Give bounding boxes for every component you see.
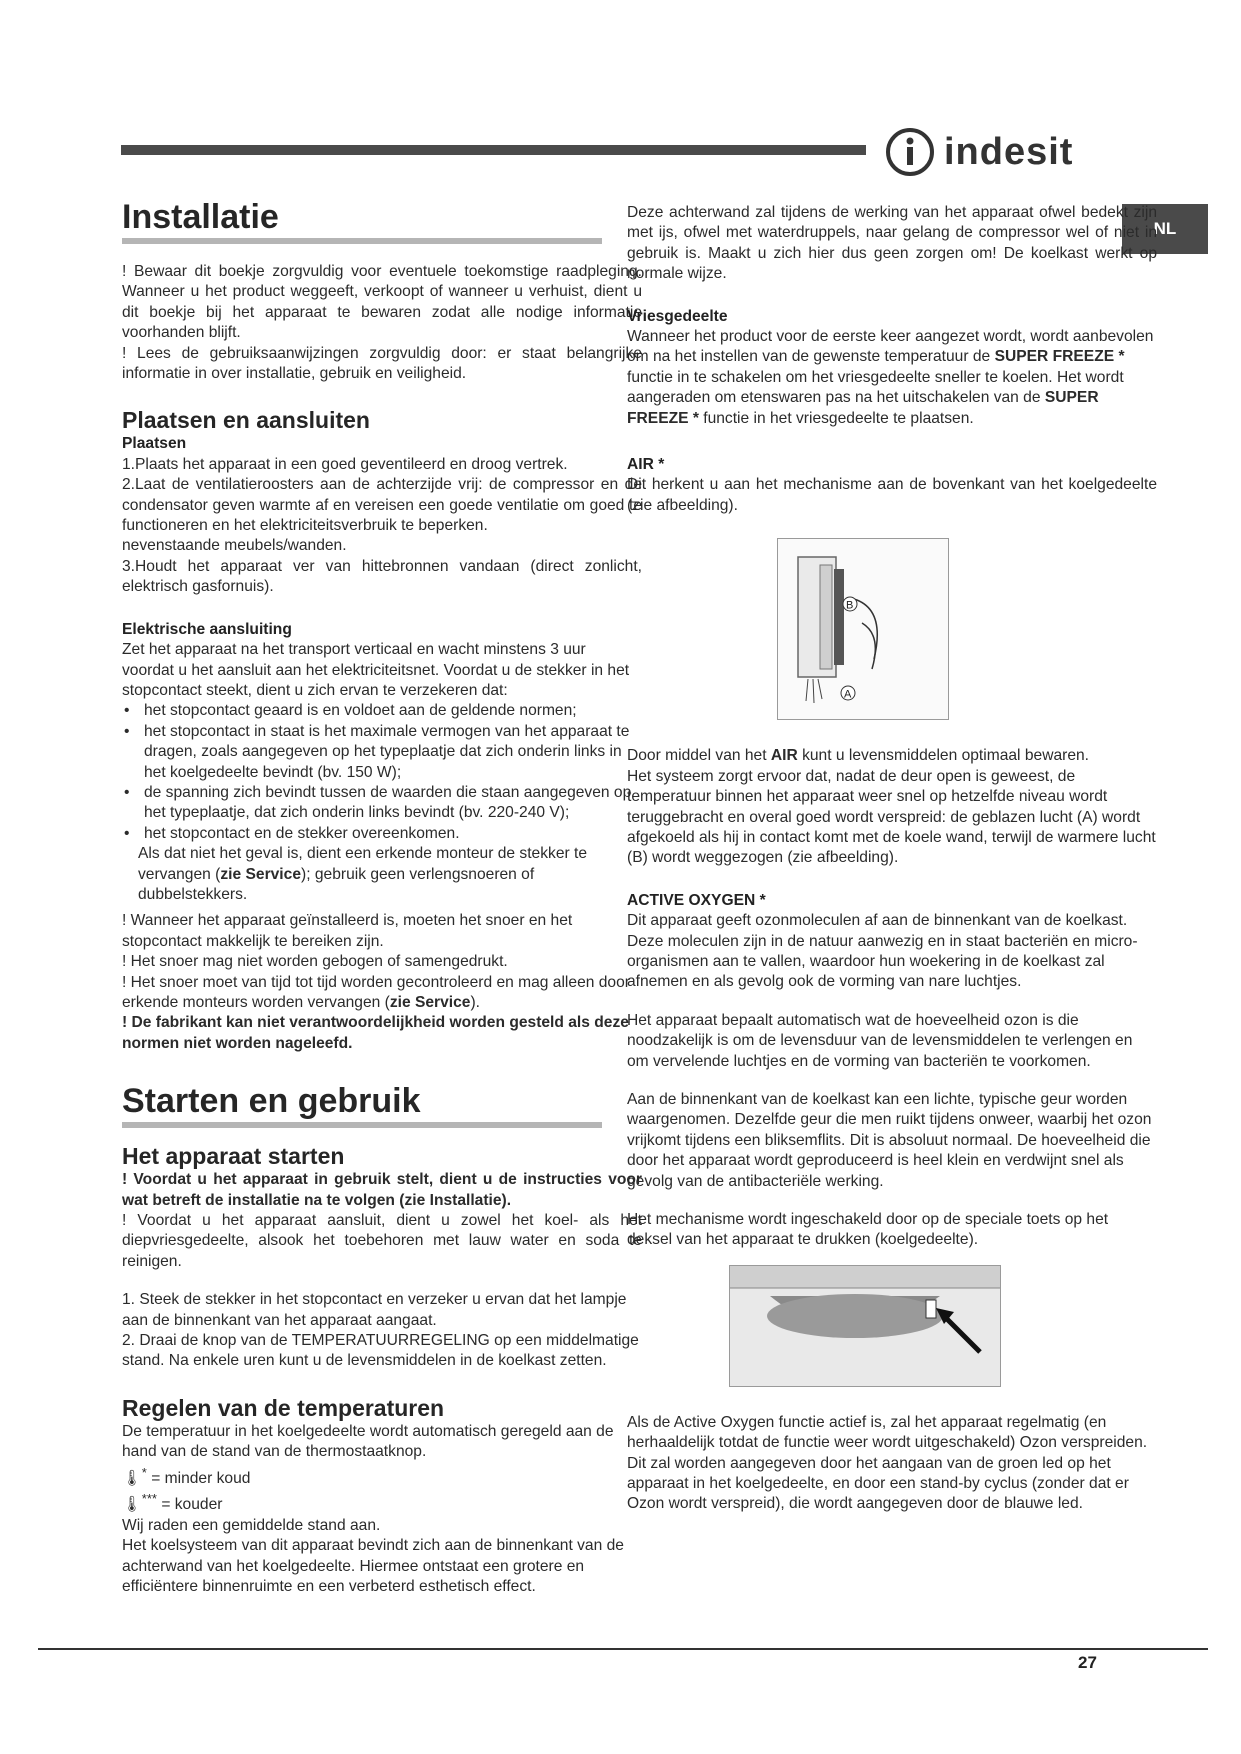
plaatsen-item: nevenstaande meubels/wanden. [122, 537, 347, 555]
oxygen-text-1: Dit apparaat geeft ozonmoleculen af aan de binnenkant van de koelkast. Deze moleculen zijn in de natuur aanwezig en in staat bacteriën en micro-organismen aan te vallen, waardoor hun woekering in de koelkast zal afnemen en als gevolg ook de vorming van nare luchtjes. [627, 912, 1138, 991]
thermometer-icon: 🌡 [122, 1496, 142, 1514]
regelen-setting-less-cold: 🌡* = minder koud [122, 1464, 251, 1487]
left-column [122, 196, 642, 1598]
subheading-elektrisch: Elektrische aansluiting [122, 620, 292, 638]
right-column [627, 203, 1157, 1515]
elektrisch-fallback: Als dat niet het geval is, dient een erkende monteur de stekker te vervangen (zie Service); gebruik geen verlengsnoeren of dubbelstekkers. [138, 845, 588, 903]
label-a: A [844, 688, 852, 701]
heading-plaatsen-aansluiten: Plaatsen en aansluiten [122, 407, 370, 434]
list-item: • de spanning zich bevindt tussen de waarden die staan aangegeven op het typeplaatje, dat zich onderin links bevindt (bv. 220-240 V); [122, 783, 642, 824]
subheading-plaatsen: Plaatsen [122, 435, 187, 453]
regelen-system: Het koelsysteem van dit apparaat bevindt zich aan de binnenkant van de achterwand van het koelgedeelte. Hiermee ontstaat een grotere en efficiëntere binnenruimte en een verbeterd esthetisch effect. [122, 1537, 624, 1596]
air-intro: Dit herkent u aan het mechanisme aan de bovenkant van het koelgedeelte (zie afbeelding). [627, 476, 1157, 514]
list-item: • het stopcontact in staat is het maximale vermogen van het apparaat te dragen, zoals aangegeven op het typeplaatje dat zich onderin links in het koelgedeelte bevindt (bv. 150 W); [122, 722, 642, 783]
air-explanation: Het systeem zorgt ervoor dat, nadat de deur open is geweest, de temperatuur binnen het apparaat weer snel op hetzelfde niveau wordt teruggebracht en overal goed wordt verspreid: de geblazen lucht (A) wordt afgekoeld als hij in contact komt met de koele wand, terwijl de warmere lucht (B) wordt weggezogen (zie afbeelding). [627, 767, 1156, 867]
brand-name: indesit [944, 130, 1074, 173]
oxygen-text-5: Als de Active Oxygen functie actief is, zal het apparaat regelmatig (en herhaaldelijk totdat de functie weer wordt uitgeschakeld) Ozon verspreiden. Dit zal worden aangegeven door het aangaan van de groen led op het apparaat in het koelgedeelte, en door een stand-by cyclus (zonder dat er Ozon wordt verspreid), die wordt aangegeven door de blauwe led. [627, 1413, 1148, 1513]
starten-warning: ! Voordat u het apparaat in gebruik stelt, dient u de instructies voor wat betreft de installatie na te volgen (zie Installatie). [122, 1171, 642, 1209]
service-link[interactable]: zie Service [220, 865, 301, 883]
indesit-logo-icon [884, 126, 936, 178]
plaatsen-item: 2.Laat de ventilatieroosters aan de achterzijde vrij: de compressor en de condensator geven warmte af en vereisen een goede ventilatie om goed te functioneren en het elektriciteitsverbruik te beperken. [122, 476, 642, 535]
service-link[interactable]: zie Service [389, 994, 471, 1011]
air-benefit: Door middel van het AIR kunt u levensmiddelen optimaal bewaren. [627, 747, 1090, 765]
label-b: B [846, 599, 854, 612]
elektrisch-disclaimer: ! De fabrikant kan niet verantwoordelijkheid worden gesteld als deze normen niet worden nageleefd. [122, 1014, 629, 1052]
starten-cleaning: ! Voordat u het apparaat aansluit, dient u zowel het koel- als het diepvriesgedeelte, alsook het toebehoren met lauw water en soda te reinigen. [122, 1212, 642, 1270]
list-item: • het stopcontact geaard is en voldoet aan de geldende normen; [122, 701, 642, 721]
header-rule [121, 145, 866, 155]
oxygen-text-2: Het apparaat bepaalt automatisch wat de hoeveelheid ozon is die noodzakelijk is om de levensduur van de levensmiddelen te verlengen en om vervelende luchtjes en de vorming van bacteriën te voorkomen. [627, 1011, 1133, 1070]
ozone-device-illustration [730, 1266, 1000, 1386]
section-title-installatie: Installatie [122, 198, 279, 236]
oxygen-text-3: Aan de binnenkant van de koelkast kan een lichte, typische geur worden waargenomen. Dezelfde geur die men ruikt tijdens onweer, waarbij het ozon vrijkomt tijdens een bliksemflits. Dit is absoluut normaal. De hoeveelheid die door het apparaat wordt geproduceerd is heel klein en verdwijnt snel als gevolg van de antibacteriële werking. [627, 1090, 1152, 1190]
ozone-device-figure [729, 1265, 1001, 1387]
regelen-intro: De temperatuur in het koelgedeelte wordt automatisch geregeld aan de hand van de stand van de thermostaatknop. [122, 1422, 614, 1461]
regelen-advice: Wij raden een gemiddelde stand aan. [122, 1516, 381, 1534]
page-number: 27 [1078, 1653, 1097, 1672]
footer-rule [38, 1648, 1208, 1650]
starten-step-2: 2. Draai de knop van de TEMPERATUURREGELING op een middelmatige stand. Na enkele uren kunt u de levensmiddelen in de koelkast zetten. [122, 1332, 639, 1370]
starten-step-1: 1. Steek de stekker in het stopcontact en verzeker u ervan dat het lampje aan de binnenkant van het apparaat aangaat. [122, 1291, 627, 1329]
vries-text: Wanneer het product voor de eerste keer aangezet wordt, wordt aanbevolen om na het instellen van de gewenste temperatuur de SUPER FREEZE * functie in te schakelen om het vriesgedeelte sneller te koelen. Het wordt aangeraden om etenswaren pas na het uitschakelen van de SUPER FREEZE * functie in het vriesgedeelte te plaatsen. [627, 328, 1154, 427]
elektrisch-note-1: ! Wanneer het apparaat geïnstalleerd is, moeten het snoer en het stopcontact makkelijk te bereiken zijn. [122, 912, 573, 950]
elektrisch-note-3: ! Het snoer moet van tijd tot tijd worden gecontroleerd en mag alleen door erkende monteurs worden vervangen (zie Service). [122, 973, 630, 1011]
section-title-starten: Starten en gebruik [122, 1082, 421, 1121]
subheading-air: AIR * [627, 456, 665, 474]
list-item: • het stopcontact en de stekker overeenkomen. [122, 824, 642, 844]
installatie-note-2: ! Lees de gebruiksaanwijzingen zorgvuldig door: er staat belangrijke informatie in over installatie, gebruik en veiligheid. [122, 344, 642, 383]
subheading-active-oxygen: ACTIVE OXYGEN * [627, 891, 766, 909]
oxygen-text-4: Het mechanisme wordt ingeschakeld door op de speciale toets op het deksel van het apparaat te drukken (koelgedeelte). [627, 1211, 1109, 1249]
heading-regelen: Regelen van de temperaturen [122, 1394, 445, 1421]
plaatsen-item: 3.Houdt het apparaat ver van hittebronnen vandaan (direct zonlicht, elektrisch gasfornuis). [122, 557, 642, 596]
air-mechanism-illustration [778, 539, 948, 719]
installatie-note-1: ! Bewaar dit boekje zorgvuldig voor eventuele toekomstige raadpleging. Wanneer u het product weggeeft, verkoopt of wanneer u verhuist, dient u dit boekje bij het apparaat te bewaren zodat alle nodige informatie voorhanden blijft. [122, 263, 642, 342]
plaatsen-item: 1.Plaats het apparaat in een goed geventileerd en droog vertrek. [122, 455, 568, 473]
elektrisch-checklist [122, 701, 642, 844]
backwall-text: Deze achterwand zal tijdens de werking van het apparaat ofwel bedekt zijn met ijs, ofwel met waterdruppels, naar gelang de compressor wel of niet in gebruik is. Maakt u zich hier dus geen zorgen om! De koelkast werkt op normale wijze. [627, 204, 1157, 283]
thermometer-icon: 🌡 [122, 1469, 142, 1487]
subheading-vriesgedeelte: Vriesgedeelte [627, 307, 728, 325]
brand-logo [884, 122, 1073, 182]
regelen-setting-colder: 🌡*** = kouder [122, 1491, 223, 1514]
elektrisch-intro: Zet het apparaat na het transport verticaal en wacht minstens 3 uur voordat u het aansluit aan het elektriciteitsnet. Voordat u de stekker in het stopcontact steekt, dient u zich ervan te verzekeren dat: [122, 641, 630, 699]
air-mechanism-figure [777, 538, 949, 720]
elektrisch-note-2: ! Het snoer mag niet worden gebogen of samengedrukt. [122, 953, 508, 971]
language-tab: NL [1122, 204, 1208, 254]
heading-apparaat-starten: Het apparaat starten [122, 1143, 345, 1170]
